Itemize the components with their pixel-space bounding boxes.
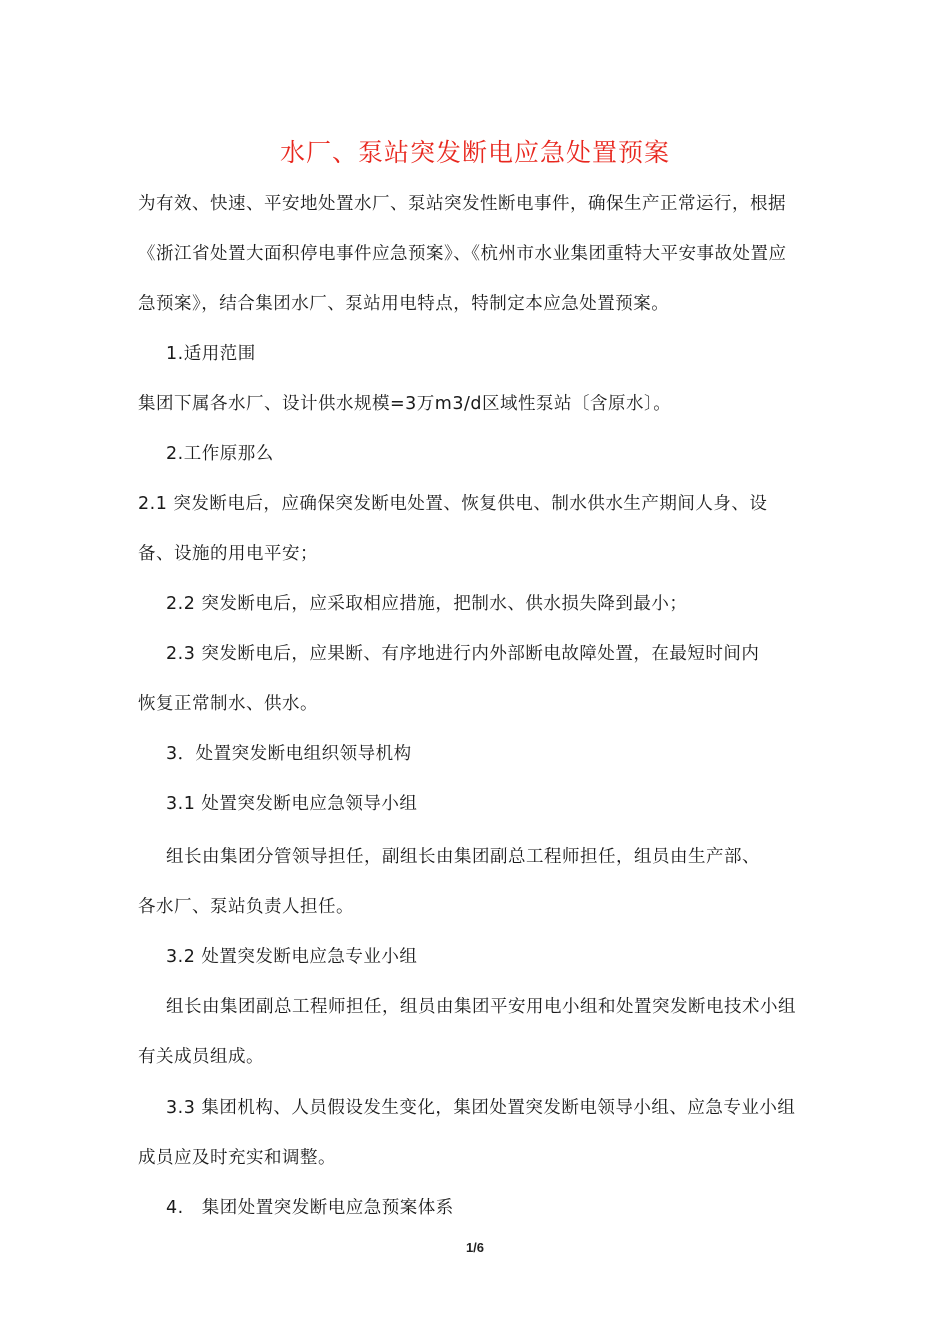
paragraph-line: 《浙江省处置大面积停电事件应急预案》、《杭州市水业集团重特大平安事故处置应 <box>138 244 787 264</box>
paragraph-line: 恢复正常制水、供水。 <box>138 694 318 714</box>
subsection-heading: 3.2 处置突发断电应急专业小组 <box>166 947 418 967</box>
paragraph-line: 3.3 集团机构、人员假设发生变化，集团处置突发断电领导小组、应急专业小组 <box>166 1098 796 1118</box>
paragraph-line: 2.2 突发断电后，应采取相应措施，把制水、供水损失降到最小； <box>166 594 688 614</box>
paragraph-line: 急预案》，结合集团水厂、泵站用电特点，特制定本应急处置预案。 <box>138 294 670 314</box>
document-title: 水厂、泵站突发断电应急处置预案 <box>279 138 670 167</box>
section-heading: 3．处置突发断电组织领导机构 <box>166 744 412 764</box>
paragraph-line: 2.3 突发断电后，应果断、有序地进行内外部断电故障处置，在最短时间内 <box>166 644 760 664</box>
subsection-heading: 3.1 处置突发断电应急领导小组 <box>166 794 418 814</box>
section-heading: 2.工作原那么 <box>166 444 274 464</box>
paragraph-line: 组长由集团副总工程师担任，组员由集团平安用电小组和处置突发断电技术小组 <box>166 997 796 1017</box>
paragraph-line: 成员应及时充实和调整。 <box>138 1148 336 1168</box>
paragraph-line: 有关成员组成。 <box>138 1047 264 1067</box>
paragraph-line: 备、设施的用电平安； <box>138 544 318 564</box>
page-indicator: 1/6 <box>465 1240 485 1255</box>
section-heading: 4. 集团处置突发断电应急预案体系 <box>166 1198 454 1218</box>
paragraph-line: 集团下属各水厂、设计供水规模=3万m3/d区域性泵站〔含原水〕。 <box>138 394 672 414</box>
paragraph-line: 2.1 突发断电后，应确保突发断电处置、恢复供电、制水供水生产期间人身、设 <box>138 494 768 514</box>
paragraph-line: 各水厂、泵站负责人担任。 <box>138 897 354 917</box>
paragraph-line: 组长由集团分管领导担任，副组长由集团副总工程师担任，组员由生产部、 <box>166 847 760 867</box>
paragraph-line: 为有效、快速、平安地处置水厂、泵站突发性断电事件，确保生产正常运行，根据 <box>138 194 786 214</box>
section-heading: 1.适用范围 <box>166 344 256 364</box>
